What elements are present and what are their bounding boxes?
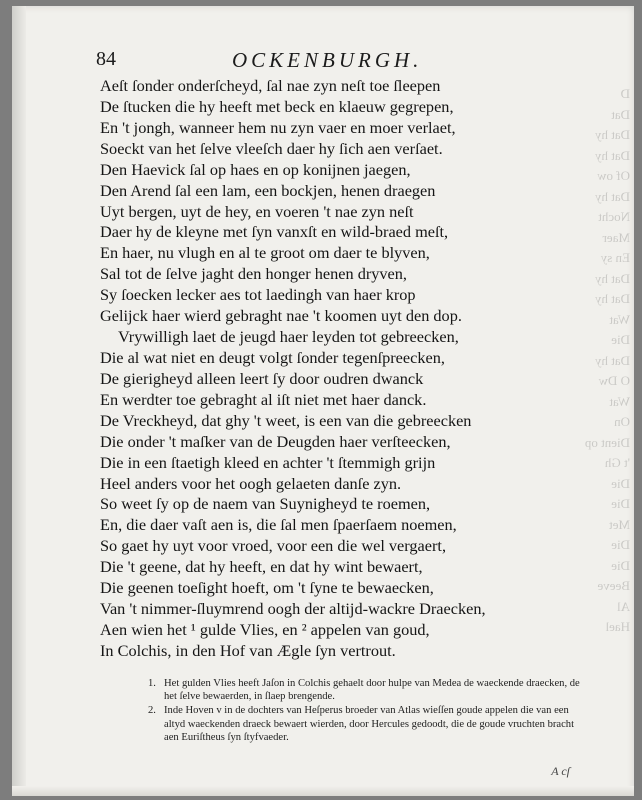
book-page [12, 6, 634, 796]
bleed-through-word: En sy [600, 250, 630, 265]
footnote-text: Het gulden Vlies heeft Jaſon in Colchis gehaelt door hulpe van Medea de waeckende draecken, de het ſelve bewaerden, in ſlaep brengende. [164, 678, 580, 703]
bleed-through-word: Beeve [597, 578, 630, 593]
bleed-through-word: Die [611, 496, 630, 511]
bleed-through-word: Dat hy [594, 147, 630, 163]
verse-line: Die al wat niet en deugt volgt ſonder tegenſpreecken, [100, 347, 445, 367]
footnote [148, 677, 588, 703]
verse-line: In Colchis, in den Hof van Ægle ſyn vertrout. [100, 640, 396, 660]
footnote [148, 704, 588, 744]
verse-line: En, die daer vaſt aen is, die ſal men ſpaerſaem noemen, [100, 515, 457, 535]
verse-line: So gaet hy uyt voor vroed, voor een die wel vergaert, [100, 536, 447, 556]
bleed-through-word: 't Gh [604, 455, 630, 470]
bleed-through-word: Hael [605, 619, 630, 634]
verse-line: Van 't nimmer-ſluymrend oogh der altijd-wackre Draecken, [100, 599, 486, 619]
bleed-through-word: Wat [609, 393, 630, 409]
bleed-through-word: Die [611, 475, 630, 491]
verse-line: De gierigheyd alleen leert ſy door oudren dwanck [100, 368, 424, 388]
footnote-text: Inde Hoven v in de dochters van Heſperus broeder van Atlas wieſſen goude appelen die van een altyd waeckenden draeck bewaert wierden, door Hercules gedoodt, die de goude vruchten bracht aen Euriſtheus ſyn ſtyfvaeder. [164, 705, 575, 743]
verse-line: Den Arend ſal een lam, een bockjen, henen draegen [100, 180, 436, 200]
bleed-through-word: Dat hy [594, 270, 630, 286]
page-bottom-edge [12, 786, 634, 796]
verse-line: Gelijck haer wierd gebraght nae 't koomen uyt den dop. [100, 306, 462, 326]
footnote-number: 1. [148, 678, 156, 689]
verse-line: Die onder 't maſker van de Deugden haer verſteecken, [100, 431, 451, 451]
page-number: 84 [96, 48, 116, 70]
bleed-through-word: Dat hy [594, 188, 630, 204]
bleed-through-word: Die [611, 332, 630, 347]
verse-line: En haer, nu vlugh en al te groot om daer te blyven, [100, 243, 430, 263]
verse-line: Den Haevick ſal op haes en op konijnen jaegen, [100, 159, 411, 179]
running-head: OCKENBURGH. [232, 48, 423, 72]
bleed-through-word: D [620, 86, 630, 101]
verse-line: En werdter toe gebraght al iſt niet met haer danck. [100, 389, 427, 409]
bleed-through-word: Al [617, 598, 630, 614]
footnotes [148, 677, 588, 745]
verse-line: Die 't geene, dat hy heeft, en dat hy wint bewaert, [100, 557, 423, 577]
footnote-number: 2. [148, 705, 156, 717]
bleed-through-word: Nocht [598, 209, 630, 224]
bleed-through-word: Dat [611, 106, 630, 122]
verse-line: De Vreckheyd, dat ghy 't weet, is een van die gebreecken [100, 410, 472, 430]
verse-line: Aeſt ſonder onderſcheyd, ſal nae zyn neſt toe ſleepen [100, 76, 441, 95]
verse-line: Soeckt van het ſelve vleeſch daer hy ſich aen verſaet. [100, 138, 443, 158]
verse-line: Daer hy de kleyne met ſyn vanxſt en wild-braed meſt, [100, 222, 449, 242]
verse-line: Sy ſoecken lecker aes tot laedingh van haer krop [100, 285, 416, 305]
bleed-through-word: Met [609, 516, 630, 532]
catchword: A cſ [551, 764, 570, 778]
bleed-through-word: Of ow [597, 168, 630, 183]
verse-line: En 't jongh, wanneer hem nu zyn vaer en moer verlaet, [100, 117, 456, 137]
verse-line: So weet ſy op de naem van Suynigheyd te roemen, [100, 494, 431, 514]
verse-line: Vrywilligh laet de jeugd haer leyden tot gebreecken, [118, 327, 459, 347]
bleed-through-word: O Dw [598, 373, 630, 388]
verse-line: Sal tot de ſelve jaght den honger henen dryven, [100, 264, 407, 284]
bleed-through-word: Dat hy [594, 127, 630, 142]
verse-block [100, 76, 600, 662]
verse-line: Die in een ſtaetigh kleed en achter 't ſtemmigh grijn [100, 452, 436, 472]
bleed-through-word: Dat hy [594, 291, 630, 306]
bleed-through-word: Die [611, 557, 630, 573]
bleed-through-word: Dat hy [594, 352, 630, 368]
verse-line: De ſtucken die hy heeft met beck en klaeuw gegrepen, [100, 96, 454, 116]
bleed-through-word: Die [611, 537, 630, 552]
bleed-through-word: Dient op [584, 434, 630, 450]
bleed-through-word: Maer [602, 229, 630, 245]
verse-line: Aen wien het ¹ gulde Vlies, en ² appelen van goud, [100, 619, 430, 639]
binding-gutter [12, 6, 26, 796]
verse-line: Die geenen toeſight hoeft, om 't ſyne te bewaecken, [100, 578, 434, 598]
verse-line: Heel anders voor het oogh gelaeten danſe zyn. [100, 473, 402, 493]
bleed-through-word: Wat [609, 311, 630, 327]
bleed-through-word: On [614, 414, 630, 429]
verse-line: Uyt bergen, uyt de hey, en voeren 't nae zyn neſt [100, 201, 414, 221]
